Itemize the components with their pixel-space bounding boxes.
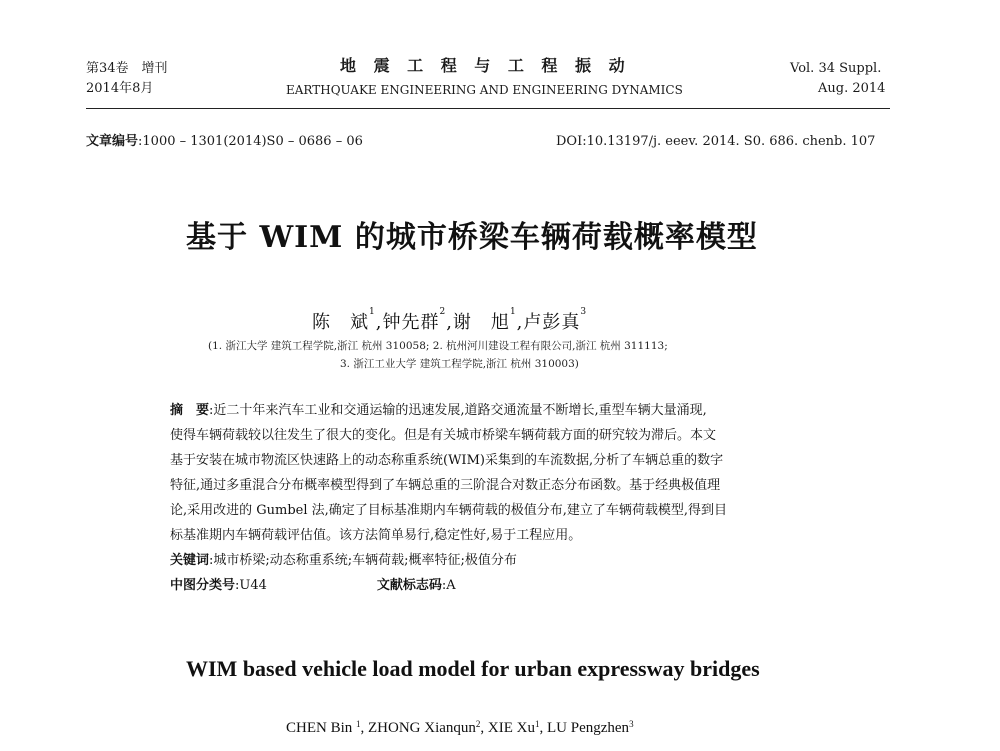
abstract-label: 摘 要 [170,403,210,418]
abstract-line: 特征,通过多重混合分布概率模型得到了车辆总重的三阶混合对数正态分布函数。基于经典极值理 [170,478,721,493]
abstract-text: :近二十年来汽车工业和交通运输的迅速发展,道路交通流量不断增长,重型车辆大量涌现, [209,403,707,418]
keywords [170,548,850,573]
author-en: , LU Pengzhen [539,720,630,736]
article-number-label: 文章编号 [86,134,139,149]
journal-title-en: EARTHQUAKE ENGINEERING AND ENGINEERING DYNAMICS [286,83,683,97]
header-rule [86,108,890,109]
date-en: Aug. 2014 [818,81,886,96]
clc-value: :U44 [235,578,267,593]
abstract-line: 论,采用改进的 Gumbel 法,确定了目标基准期内车辆荷载的极值分布,建立了车辆荷载模型,得到目 [170,503,728,518]
affiliation-line-1: (1. 浙江大学 建筑工程学院,浙江 杭州 310058; 2. 杭州河川建设工程有限公司,浙江 杭州 311113; [208,340,668,352]
abstract-line: 基于安装在城市物流区快速路上的动态称重系统(WIM)采集到的车流数据,分析了车辆总重的数字 [170,453,724,468]
keywords-label: 关键词 [170,553,210,568]
classification [170,573,850,598]
doi: DOI:10.13197/j. eeev. 2014. S0. 686. chenb. 107 [556,134,876,149]
author-cn-sup: 1 [509,307,517,317]
author-cn-sup: 1 [369,307,376,317]
author-cn-sup: 2 [439,307,447,317]
affiliation-line-2: 3. 浙江工业大学 建筑工程学院,浙江 杭州 310003) [340,358,579,370]
journal-title-cn: 地 震 工 程 与 工 程 振 动 [340,56,631,75]
abstract-line: 使得车辆荷载较以往发生了很大的变化。但是有关城市桥梁车辆荷载方面的研究较为滞后。本文 [170,428,717,443]
volume-en: Vol. 34 Suppl. [790,61,882,76]
abstract-line: 标基准期内车辆荷载评估值。该方法简单易行,稳定性好,易于工程应用。 [170,528,582,543]
author-en-sup: 2 [475,719,481,729]
doc-code-value: :A [441,578,456,593]
author-cn: ,卢彭真 [516,312,581,333]
abstract [170,398,850,598]
clc-label: 中图分类号 [170,578,236,593]
author-en-sup: 1 [356,719,361,729]
author-en-sup: 3 [629,719,634,729]
title-en: WIM based vehicle load model for urban expressway bridges [186,656,760,681]
date-cn: 2014年8月 [86,81,154,96]
authors-cn [312,308,587,334]
volume-cn: 第34卷 增刊 [86,61,168,76]
author-en: CHEN Bin [286,720,357,736]
authors-en [286,720,634,737]
author-cn: ,钟先群 [375,312,440,333]
article-number-value: :1000 – 1301(2014)S0 – 0686 – 06 [138,134,363,149]
abstract-line [170,398,850,423]
keywords-value: :城市桥梁;动态称重系统;车辆荷载;概率特征;极值分布 [209,553,517,568]
author-cn: 陈 斌 [312,312,369,333]
author-cn: ,谢 旭 [446,312,510,333]
title-cn: 基于 WIM 的城市桥梁车辆荷载概率模型 [186,220,758,255]
author-cn-sup: 3 [580,307,588,317]
author-en: , ZHONG Xianqun [360,720,476,736]
author-en: , XIE Xu [480,720,535,736]
author-en-sup: 1 [535,719,540,729]
doc-code-label: 文献标志码 [376,578,442,593]
article-number [86,132,363,152]
